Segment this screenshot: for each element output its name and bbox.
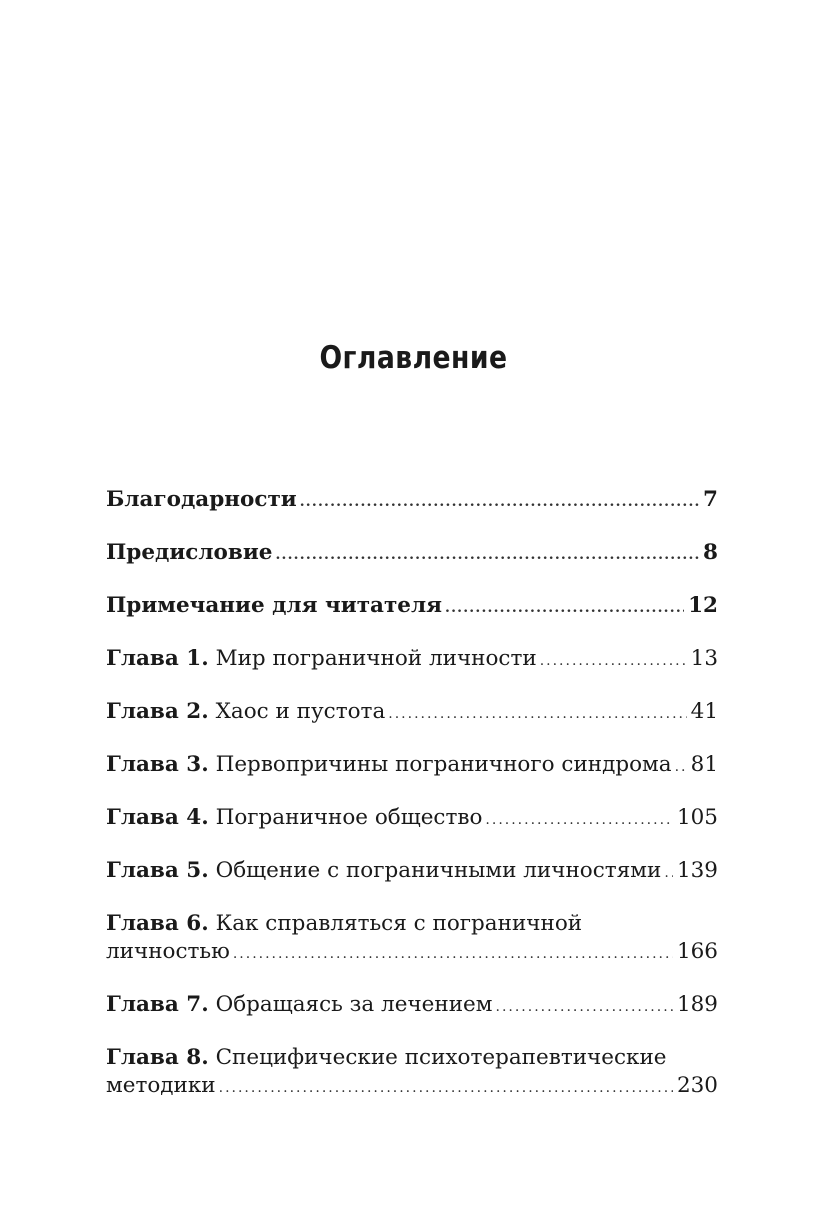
toc-entry-title: Специфические психотерапевтические	[215, 1045, 667, 1070]
toc-entry-acknowledgements[interactable]	[106, 486, 718, 516]
toc-page-number: 189	[676, 992, 718, 1017]
toc-page-number: 81	[690, 752, 718, 777]
dot-leader	[675, 753, 687, 781]
dot-leader	[496, 993, 673, 1021]
chapter-label: Глава 1.	[106, 646, 209, 671]
chapter-label: Глава 3.	[106, 752, 209, 777]
dot-leader	[300, 488, 699, 516]
toc-entry-title-continued: методики	[106, 1073, 216, 1098]
toc-page-number: 105	[676, 805, 718, 830]
toc-entry-title: Пограничное общество	[215, 805, 483, 830]
page-title: Оглавление	[319, 340, 508, 376]
dot-leader	[388, 700, 686, 728]
toc-page-number: 139	[676, 858, 718, 883]
toc-entry-chapter-4[interactable]	[106, 804, 718, 834]
toc-entry-preface[interactable]	[106, 539, 718, 569]
toc-entry-title: Предисловие	[106, 540, 273, 565]
dot-leader	[540, 647, 687, 675]
toc-entry-chapter-8[interactable]	[106, 1044, 718, 1102]
chapter-label: Глава 7.	[106, 992, 209, 1017]
chapter-label: Глава 5.	[106, 858, 209, 883]
toc-entry-chapter-2[interactable]	[106, 698, 718, 728]
toc-page-number: 230	[676, 1073, 718, 1098]
chapter-label: Глава 4.	[106, 805, 209, 830]
dot-leader	[233, 940, 673, 968]
toc-entry-title: Примечание для читателя	[106, 593, 442, 618]
dot-leader	[664, 859, 673, 887]
chapter-label: Глава 6.	[106, 911, 209, 936]
toc-entry-chapter-3[interactable]	[106, 751, 718, 781]
toc-entry-title-continued: личностью	[106, 939, 230, 964]
toc-entry-chapter-5[interactable]	[106, 857, 718, 887]
toc-page-number: 12	[688, 593, 718, 618]
toc-entry-title: Хаос и пустота	[215, 699, 386, 724]
toc-entry-title: Как справляться с пограничной	[215, 911, 583, 936]
toc-page-number: 7	[703, 487, 718, 512]
table-of-contents	[106, 486, 718, 1125]
dot-leader	[485, 806, 673, 834]
toc-entry-title: Мир пограничной личности	[215, 646, 537, 671]
toc-entry-chapter-7[interactable]	[106, 991, 718, 1021]
dot-leader	[445, 594, 684, 622]
chapter-label: Глава 2.	[106, 699, 209, 724]
toc-entry-title: Обращаясь за лечением	[215, 992, 493, 1017]
chapter-label: Глава 8.	[106, 1045, 209, 1070]
toc-entry-title: Первопричины пограничного синдрома	[215, 752, 672, 777]
dot-leader	[275, 541, 699, 569]
toc-page-number: 41	[690, 699, 718, 724]
toc-entry-title: Благодарности	[106, 487, 297, 512]
toc-page-number: 166	[676, 939, 718, 964]
toc-page-number: 13	[690, 646, 718, 671]
toc-page-number: 8	[703, 540, 718, 565]
toc-entry-reader-note[interactable]	[106, 592, 718, 622]
toc-entry-title: Общение с пограничными личностями	[215, 858, 662, 883]
toc-entry-chapter-1[interactable]	[106, 645, 718, 675]
dot-leader	[219, 1074, 673, 1102]
toc-entry-chapter-6[interactable]	[106, 910, 718, 968]
